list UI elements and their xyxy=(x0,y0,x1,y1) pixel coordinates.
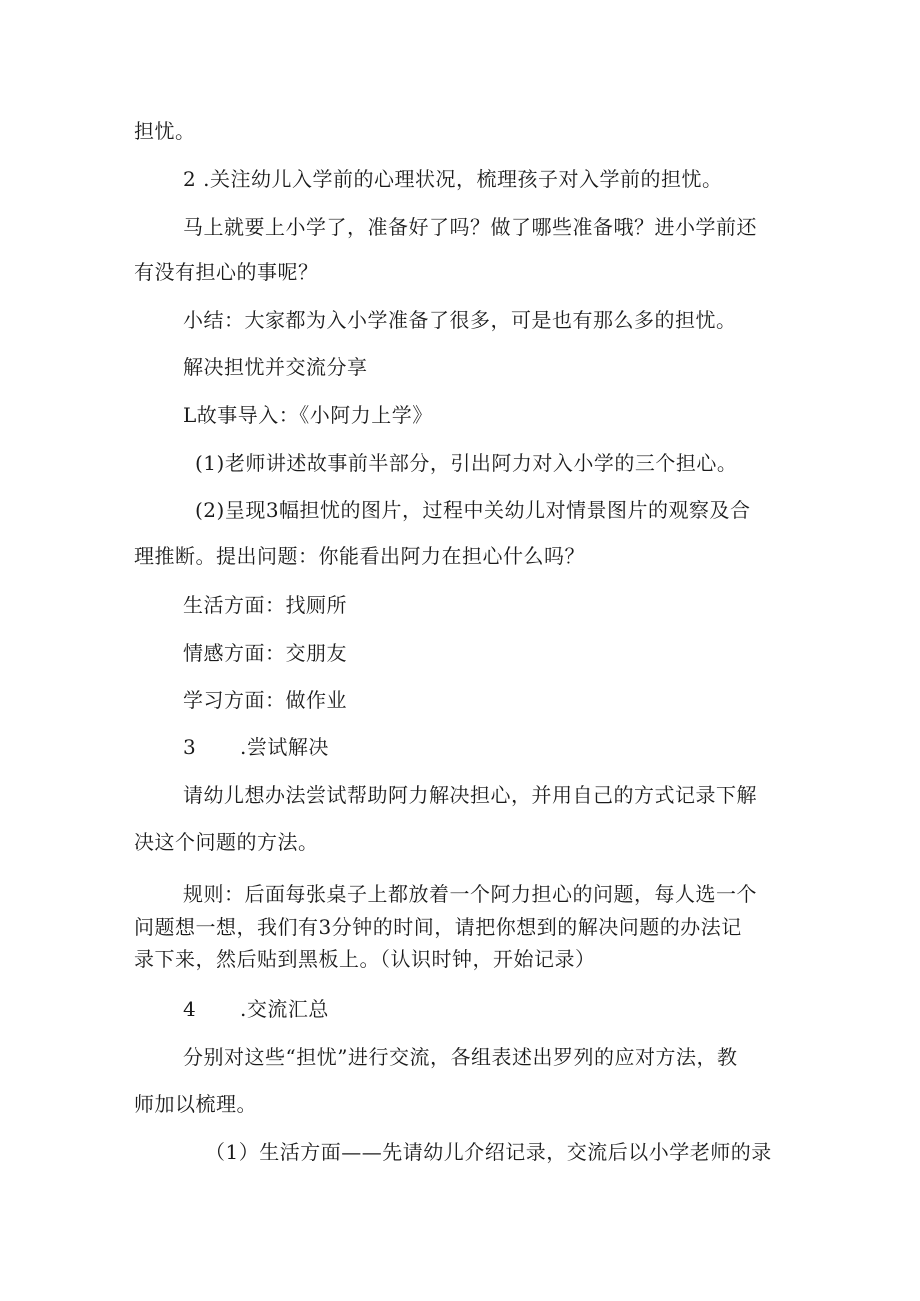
paragraph-line: 师加以梳理。 xyxy=(134,1092,257,1116)
paragraph-line: 请幼儿想办法尝试帮助阿力解决担心，并用自己的方式记录下解 xyxy=(183,783,757,807)
paragraph-line: 担忧。 xyxy=(134,119,196,143)
section-heading: 解决担忧并交流分享 xyxy=(183,355,368,379)
section-heading: .交流汇总 xyxy=(240,997,329,1021)
list-item: 学习方面：做作业 xyxy=(183,688,347,712)
summary-line: 小结：大家都为入小学准备了很多，可是也有那么多的担忧。 xyxy=(183,308,737,332)
section-number: 3 xyxy=(183,735,197,759)
section-number: 4 xyxy=(183,997,197,1021)
subsection-heading: L故事导入：《小阿力上学》 xyxy=(183,403,433,427)
paragraph-line: 录下来，然后贴到黑板上。（认识时钟，开始记录） xyxy=(134,947,596,971)
list-item: 生活方面：找厕所 xyxy=(183,593,347,617)
paragraph-line: 有没有担心的事呢？ xyxy=(134,260,319,284)
list-item: （1）生活方面——先请幼儿介绍记录，交流后以小学老师的录 xyxy=(205,1140,772,1164)
paragraph-line: 决这个问题的方法。 xyxy=(134,830,319,854)
list-item: (2)呈现3幅担忧的图片，过程中关幼儿对情景图片的观察及合 xyxy=(195,498,751,522)
paragraph-line: 问题想一想，我们有3分钟的时间，请把你想到的解决问题的办法记 xyxy=(134,915,742,939)
paragraph-line: 规则：后面每张桌子上都放着一个阿力担心的问题，每人选一个 xyxy=(183,882,757,906)
paragraph-line: 理推断。提出问题：你能看出阿力在担心什么吗？ xyxy=(134,544,585,568)
section-heading: 2 .关注幼儿入学前的心理状况，梳理孩子对入学前的担忧。 xyxy=(183,167,723,191)
list-item: 情感方面：交朋友 xyxy=(183,641,347,665)
paragraph-line: 分别对这些“担忧”进行交流，各组表述出罗列的应对方法，教 xyxy=(183,1045,738,1069)
section-heading: .尝试解决 xyxy=(240,735,329,759)
list-item: (1)老师讲述故事前半部分，引出阿力对入小学的三个担心。 xyxy=(195,451,738,475)
paragraph-line: 马上就要上小学了，准备好了吗？做了哪些准备哦？进小学前还 xyxy=(183,215,757,239)
